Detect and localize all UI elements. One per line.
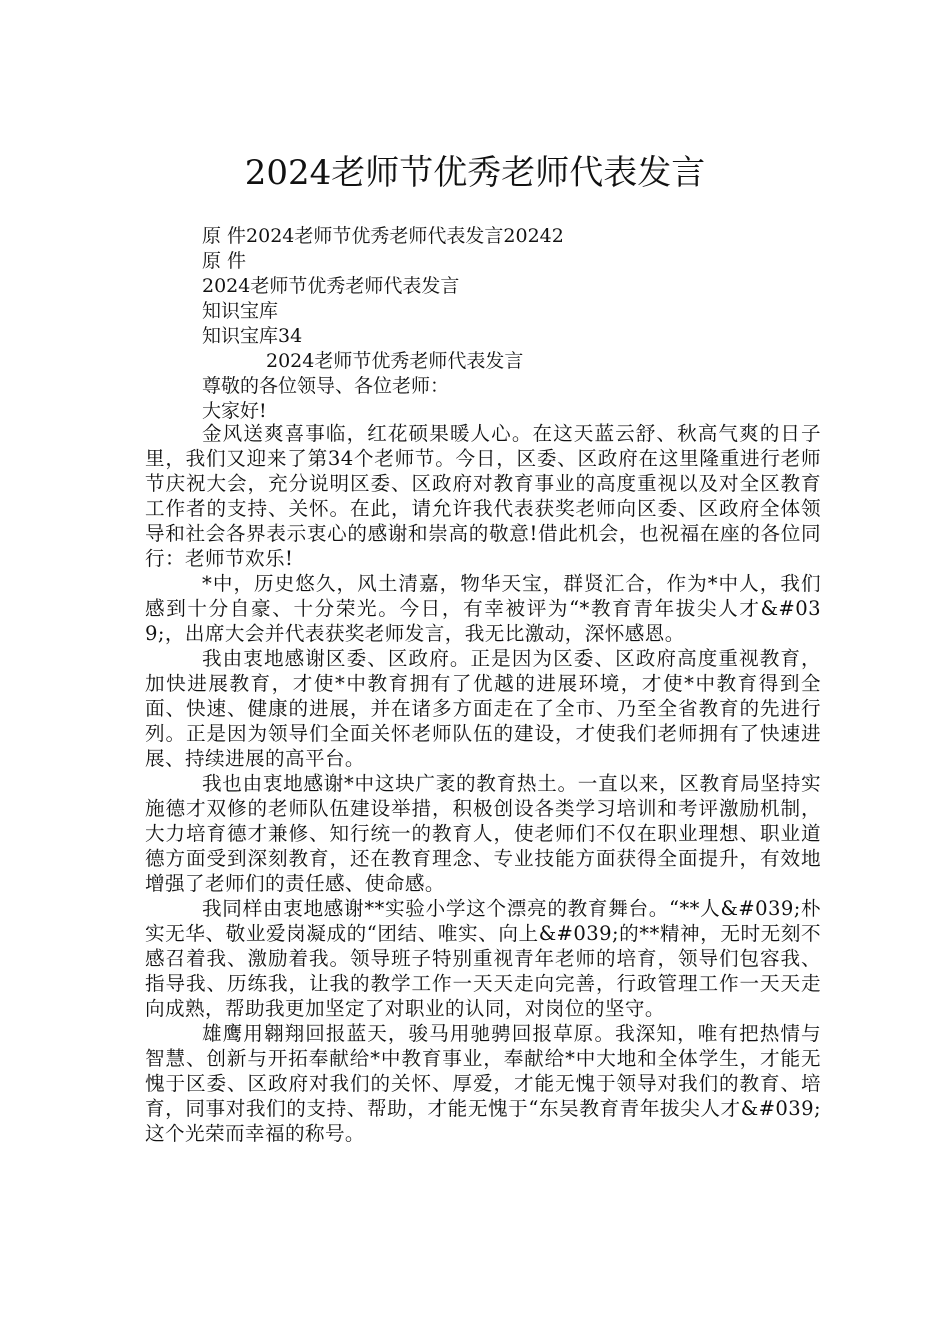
paragraph: 金风送爽喜事临，红花硕果暖人心。在这天蓝云舒、秋高气爽的日子里，我们又迎来了第34个老师节。今日，区委、区政府在这里隆重进行老师节庆祝大会，充分说明区委、区政府对教育事业的高度重视以及对全区教育工作者的支持、关怀。在此，请允许我代表获奖老师向区委、区政府全体领导和社会各界表示衷心的感谢和崇高的敬意!借此机会，也祝福在座的各位同行：老师节欢乐!: [145, 422, 821, 570]
inner-title: 2024老师节优秀老师代表发言: [266, 350, 524, 372]
paragraph: 我也由衷地感谢*中这块广袤的教育热土。一直以来，区教育局坚持实施德才双修的老师队伍建设举措，积极创设各类学习培训和考评激励机制，大力培育德才兼修、知行统一的教育人，使老师们不仅在职业理想、职业道德方面受到深刻教育，还在教育理念、专业技能方面获得全面提升，有效地增强了老师们的责任感、使命感。: [145, 772, 821, 895]
document-body: [145, 421, 821, 1146]
document-title: 2024老师节优秀老师代表发言: [244, 152, 706, 193]
meta-line: 知识宝库34: [202, 325, 303, 347]
document-meta: [202, 224, 822, 424]
paragraph: 我同样由衷地感谢**实验小学这个漂亮的教育舞台。“**人&#039;朴实无华、敬业爱岗凝成的“团结、唯实、向上&#039;的**精神，无时无刻不感召着我、激励着我。领导班子特别重视青年老师的培育，领导们包容我、指导我、历练我，让我的教学工作一天天走向完善，行政管理工作一天天走向成熟，帮助我更加坚定了对职业的认同，对岗位的坚守。: [145, 897, 821, 1020]
meta-line: 原 件: [202, 250, 247, 272]
meta-line: 2024老师节优秀老师代表发言: [202, 275, 460, 297]
greeting: 大家好!: [202, 400, 267, 422]
meta-line: 原 件2024老师节优秀老师代表发言20242: [202, 225, 564, 247]
salutation: 尊敬的各位领导、各位老师：: [202, 375, 450, 397]
paragraph: *中，历史悠久，风土清嘉，物华天宝，群贤汇合，作为*中人，我们感到十分自豪、十分荣光。今日，有幸被评为“*教育青年拔尖人才&#039;，出席大会并代表获奖老师发言，我无比激动，深怀感恩。: [145, 572, 821, 645]
paragraph: 我由衷地感谢区委、区政府。正是因为区委、区政府高度重视教育，加快进展教育，才使*中教育拥有了优越的进展环境，才使*中教育得到全面、快速、健康的进展，并在诸多方面走在了全市、乃至全省教育的先进行列。正是因为领导们全面关怀老师队伍的建设，才使我们老师拥有了快速进展、持续进展的高平台。: [145, 647, 821, 770]
meta-line: 知识宝库: [202, 300, 279, 322]
paragraph: 雄鹰用翱翔回报蓝天，骏马用驰骋回报草原。我深知，唯有把热情与智慧、创新与开拓奉献给*中教育事业，奉献给*中大地和全体学生，才能无愧于区委、区政府对我们的关怀、厚爱，才能无愧于领导对我们的教育、培育，同事对我们的支持、帮助，才能无愧于“东吴教育青年拔尖人才&#039;这个光荣而幸福的称号。: [145, 1022, 821, 1145]
